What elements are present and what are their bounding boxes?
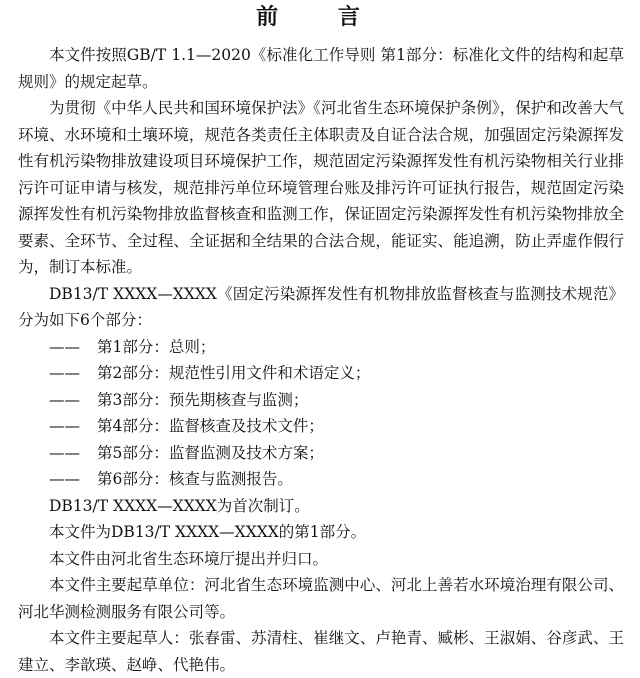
list-item [18, 334, 624, 361]
paragraph-first-issue: DB13/T XXXX—XXXX为首次制订。 [49, 496, 310, 515]
paragraph-drafters: 本文件主要起草人：张春雷、苏清柱、崔继文、卢艳青、臧彬、王淑娟、谷彦武、王建立、李歆瑛、赵峥、代艳伟。 [18, 629, 624, 674]
list-item-text: 第4部分：监督核查及技术文件； [97, 417, 324, 435]
paragraph-part-number: 本文件为DB13/T XXXX—XXXX的第1部分。 [49, 523, 367, 541]
paragraph-drafting-units: 本文件主要起草单位：河北省生态环境监测中心、河北上善若水环境治理有限公司、河北华测检测服务有限公司等。 [18, 576, 624, 621]
list-item [18, 387, 624, 414]
paragraph-parts-intro: DB13/T XXXX—XXXX《固定污染源挥发性有机物排放监督核查与监测技术规范》分为如下6个部分： [18, 284, 624, 329]
list-item-text: 第3部分：预先期核查与监测； [97, 390, 309, 409]
paragraph-proposer: 本文件由河北省生态环境厅提出并归口。 [49, 549, 329, 568]
list-item-text: 第5部分：监督监测及技术方案； [97, 443, 324, 462]
list-item [18, 466, 624, 493]
list-dash: —— [49, 390, 80, 409]
list-item [18, 360, 624, 387]
list-item-text: 第1部分：总则； [97, 337, 216, 356]
paragraph-purpose: 为贯彻《中华人民共和国环境保护法》《河北省生态环境保护条例》，保护和改善大气环境、水环境和土壤环境，规范各类责任主体职责及自证合法合规，加强固定污染源挥发性有机污染物排放建设项目环境保护工作，规范固定污染源挥发性有机污染物相关行业排污许可证申请与核发，规范排污单位环境管理台账及排污许可证执行报告，规范固定污染源挥发性有机污染物排放监督核查和监测工作，保证固定污染源挥发性有机污染物排放全要素、全环节、全过程、全证据和全结果的合法合规，能证实、能追溯，防止弄虚作假行为，制订本标准。 [18, 99, 624, 276]
list-dash: —— [49, 364, 80, 382]
list-item-text: 第6部分：核查与监测报告。 [97, 470, 293, 488]
list-item-text: 第2部分：规范性引用文件和术语定义； [97, 364, 371, 382]
paragraph-drafting-basis: 本文件按照GB/T 1.1—2020《标准化工作导则 第1部分：标准化文件的结构和起草规则》的规定起草。 [18, 46, 624, 91]
list-item [18, 413, 624, 440]
list-item [18, 440, 624, 467]
page-title: 前 言 [256, 4, 386, 30]
list-dash: —— [49, 417, 80, 435]
list-dash: —— [49, 470, 80, 488]
list-dash: —— [49, 337, 80, 356]
list-dash: —— [49, 443, 80, 462]
parts-list [18, 334, 624, 493]
